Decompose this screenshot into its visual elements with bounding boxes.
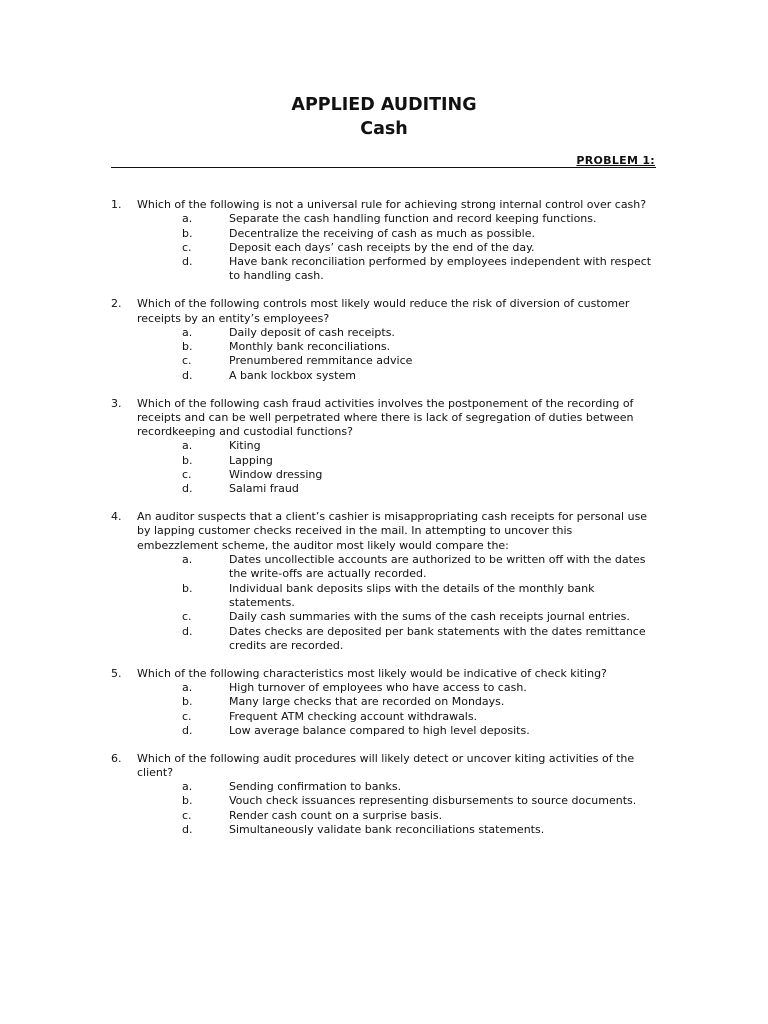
choice-letter: c.	[182, 354, 192, 368]
question-item	[111, 752, 656, 838]
choice-item	[137, 439, 656, 453]
question-number: 2.	[111, 297, 122, 311]
choice-text: Render cash count on a surprise basis.	[229, 808, 443, 822]
choice-item	[137, 695, 656, 709]
choice-letter: a.	[182, 780, 193, 794]
header-rule	[111, 167, 656, 168]
choice-text: Sending confirmation to banks.	[229, 780, 402, 794]
choice-item	[137, 482, 656, 496]
choice-item	[137, 724, 656, 738]
choice-letter: b.	[182, 226, 193, 240]
document-subtitle: Cash	[360, 119, 408, 139]
choice-item	[137, 681, 656, 695]
choice-list	[137, 439, 656, 496]
choice-item	[137, 823, 656, 837]
choice-item	[137, 710, 656, 724]
question-item	[111, 297, 656, 383]
choice-text: Dates checks are deposited per bank statements with the dates remittance credits are recorded.	[229, 624, 646, 652]
choice-letter: b.	[182, 340, 193, 354]
choice-item	[137, 468, 656, 482]
choice-text: Daily cash summaries with the sums of the cash receipts journal entries.	[229, 610, 630, 624]
question-text: Which of the following characteristics most likely would be indicative of check kiting?	[137, 666, 607, 680]
choice-text: Window dressing	[229, 468, 323, 482]
question-number: 5.	[111, 666, 122, 680]
choice-item	[137, 212, 656, 226]
choice-letter: a.	[182, 553, 193, 567]
question-number: 3.	[111, 396, 122, 410]
choice-letter: d.	[182, 482, 193, 496]
choice-text: Lapping	[229, 453, 273, 467]
question-text: An auditor suspects that a client’s cashier is misappropriating cash receipts for personal use by lapping customer checks received in the mail. In attempting to uncover this embezzlement scheme, the auditor most likely would compare the:	[137, 510, 648, 552]
choice-item	[137, 454, 656, 468]
question-text: Which of the following audit procedures will likely detect or uncover kiting activities of the client?	[137, 751, 635, 779]
choice-letter: c.	[182, 808, 192, 822]
choice-text: Individual bank deposits slips with the details of the monthly bank statements.	[229, 581, 595, 609]
choice-letter: a.	[182, 325, 193, 339]
choice-letter: d.	[182, 368, 193, 382]
choice-text: Simultaneously validate bank reconciliations statements.	[229, 823, 545, 837]
choice-item	[137, 340, 656, 354]
question-item	[111, 397, 656, 497]
choice-letter: c.	[182, 240, 192, 254]
question-item	[111, 667, 656, 738]
choice-letter: a.	[182, 680, 193, 694]
choice-letter: c.	[182, 610, 192, 624]
choice-list	[137, 681, 656, 738]
choice-letter: b.	[182, 695, 193, 709]
choice-item	[137, 625, 656, 654]
choice-text: Separate the cash handling function and record keeping functions.	[229, 212, 597, 226]
choice-item	[137, 794, 656, 808]
choice-letter: d.	[182, 255, 193, 269]
choice-item	[137, 255, 656, 284]
choice-letter: a.	[182, 212, 193, 226]
choice-text: Monthly bank reconciliations.	[229, 340, 391, 354]
question-number: 6.	[111, 751, 122, 765]
choice-item	[137, 326, 656, 340]
choice-letter: a.	[182, 439, 193, 453]
choice-letter: b.	[182, 453, 193, 467]
choice-item	[137, 582, 656, 611]
choice-item	[137, 227, 656, 241]
choice-item	[137, 780, 656, 794]
choice-text: Kiting	[229, 439, 261, 453]
choice-text: High turnover of employees who have access to cash.	[229, 680, 527, 694]
choice-list	[137, 212, 656, 283]
choice-item	[137, 369, 656, 383]
question-number: 4.	[111, 510, 122, 524]
choice-list	[137, 553, 656, 653]
choice-text: Daily deposit of cash receipts.	[229, 325, 395, 339]
choice-letter: b.	[182, 794, 193, 808]
choice-letter: c.	[182, 709, 192, 723]
choice-item	[137, 354, 656, 368]
choice-text: Dates uncollectible accounts are authorized to be written off with the dates the write-offs are actually recorded.	[229, 553, 646, 581]
choice-item	[137, 241, 656, 255]
question-text: Which of the following is not a universal rule for achieving strong internal control over cash?	[137, 198, 647, 211]
question-number: 1.	[111, 198, 122, 211]
document-title: APPLIED AUDITING	[291, 95, 477, 115]
choice-letter: d.	[182, 723, 193, 737]
question-item	[111, 198, 656, 284]
choice-text: Salami fraud	[229, 482, 299, 496]
choice-text: Frequent ATM checking account withdrawals.	[229, 709, 478, 723]
choice-text: Decentralize the receiving of cash as much as possible.	[229, 226, 535, 240]
choice-text: Low average balance compared to high level deposits.	[229, 723, 530, 737]
choice-text: Many large checks that are recorded on Mondays.	[229, 695, 505, 709]
choice-letter: d.	[182, 823, 193, 837]
choice-letter: c.	[182, 468, 192, 482]
choice-item	[137, 553, 656, 582]
question-text: Which of the following controls most likely would reduce the risk of diversion of customer receipts by an entity’s employees?	[137, 297, 630, 325]
choice-text: A bank lockbox system	[229, 368, 356, 382]
choice-text: Deposit each days’ cash receipts by the end of the day.	[229, 240, 535, 254]
choice-item	[137, 809, 656, 823]
choice-text: Prenumbered remmitance advice	[229, 354, 413, 368]
question-text: Which of the following cash fraud activities involves the postponement of the recording of receipts and can be well perpetrated where there is lack of segregation of duties between recordkeeping and custodial functions?	[137, 396, 634, 439]
choice-item	[137, 610, 656, 624]
choice-list	[137, 326, 656, 383]
problem-label: PROBLEM 1:	[576, 154, 655, 167]
choice-text: Vouch check issuances representing disbursements to source documents.	[229, 794, 637, 808]
question-item	[111, 510, 656, 653]
choice-letter: d.	[182, 624, 193, 638]
choice-list	[137, 780, 656, 837]
question-list	[111, 198, 656, 851]
choice-text: Have bank reconciliation performed by employees independent with respect to handling cash.	[229, 255, 652, 283]
choice-letter: b.	[182, 581, 193, 595]
